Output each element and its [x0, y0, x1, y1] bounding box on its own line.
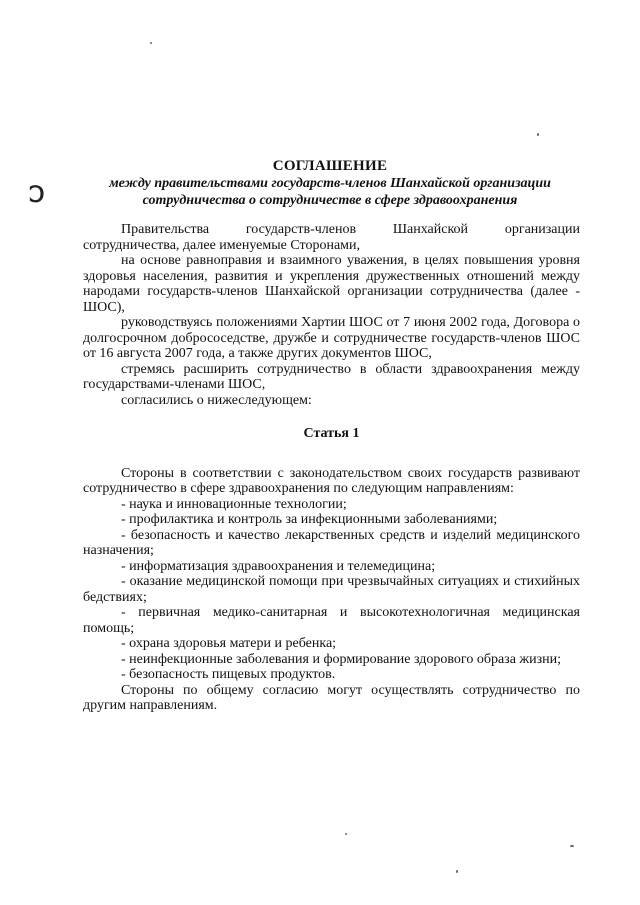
scan-speck	[570, 845, 574, 847]
preamble-paragraph: стремясь расширить сотрудничество в области здравоохранения между государствами-членами ШОС,	[83, 361, 580, 392]
list-item: - охрана здоровья матери и ребенка;	[121, 636, 337, 651]
scan-speck	[345, 833, 347, 835]
list-item: - неинфекционные заболевания и формирование здорового образа жизни;	[121, 651, 561, 667]
preamble-paragraph: согласились о нижеследующем:	[121, 392, 312, 408]
list-item: - первичная медико-санитарная и высокотехнологичная медицинская помощь;	[83, 605, 580, 636]
list-item: - оказание медицинской помощи при чрезвычайных ситуациях и стихийных бедствиях;	[83, 574, 580, 605]
preamble-paragraph: на основе равноправия и взаимного уважения, в целях повышения уровня здоровья населения, развития и укрепления дружественных отношений между народами государств-членов Шанхайской организации сотрудничества (далее - ШОС),	[83, 253, 580, 315]
list-item: - профилактика и контроль за инфекционными заболеваниями;	[121, 512, 498, 527]
list-item: - информатизация здравоохранения и телемедицина;	[121, 558, 436, 574]
list-item: - безопасность и качество лекарственных средств и изделий медицинского назначения;	[83, 527, 580, 558]
closing-paragraph: Стороны по общему согласию могут осуществлять сотрудничество по другим направлениям.	[83, 682, 580, 713]
article-intro: Стороны в соответствии с законодательством своих государств развивают сотрудничество в сфере здравоохранения по следующим направлениям:	[83, 465, 580, 496]
scan-speck	[150, 42, 152, 44]
document-subtitle	[80, 175, 580, 209]
document-body	[83, 222, 580, 714]
article-heading: Статья 1	[303, 426, 360, 441]
subtitle-line: между правительствами государств-членов Шанхайской организации	[109, 176, 551, 191]
list-item: - безопасность пищевых продуктов.	[121, 667, 336, 682]
scan-speck	[456, 870, 458, 873]
margin-mark: Ↄ	[29, 182, 45, 207]
preamble-paragraph: Правительства государств-членов Шанхайской организации сотрудничества, далее именуемые Сторонами,	[83, 222, 580, 253]
document-title: СОГЛАШЕНИЕ	[272, 158, 388, 174]
subtitle-line: сотрудничества о сотрудничестве в сфере здравоохранения	[142, 193, 518, 208]
list-item: - наука и инновационные технологии;	[121, 496, 347, 512]
scan-speck	[537, 133, 539, 136]
preamble-paragraph: руководствуясь положениями Хартии ШОС от 7 июня 2002 года, Договора о долгосрочном добрососедстве, дружбе и сотрудничестве государств-членов ШОС от 16 августа 2007 года, а также других документов ШОС,	[83, 315, 580, 361]
